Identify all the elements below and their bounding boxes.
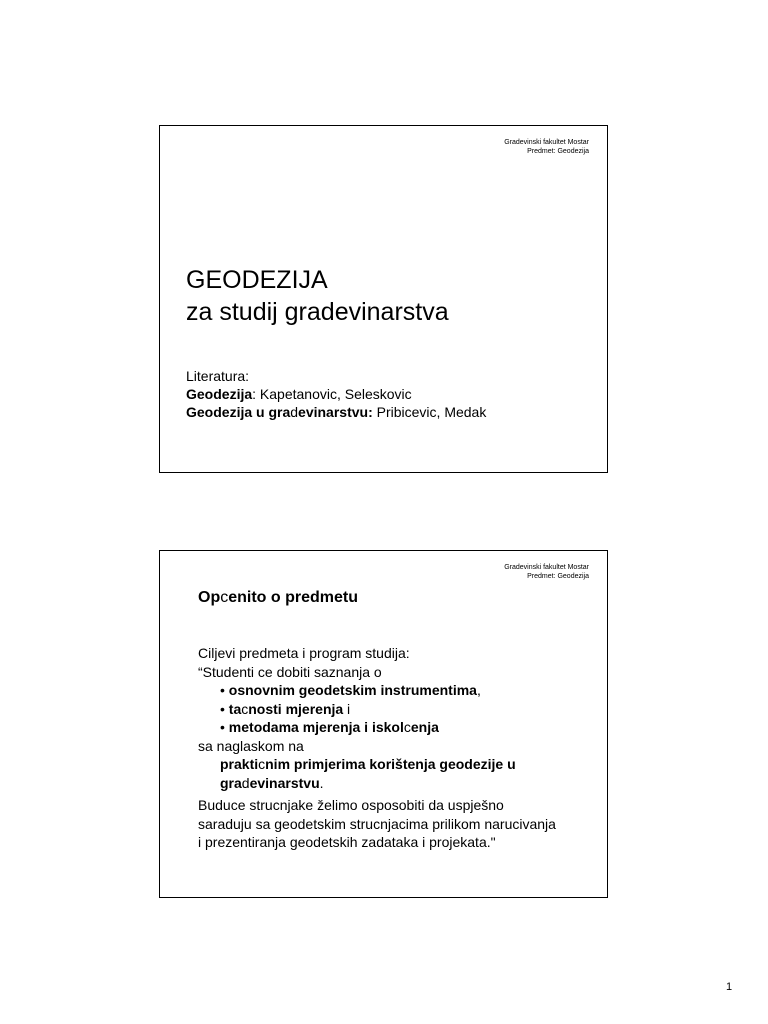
book-title: Geodezija xyxy=(186,386,253,402)
emphasis-text: c xyxy=(258,756,266,772)
book-authors: : Kapetanovic, Seleskovic xyxy=(252,386,412,402)
literature-item-1 xyxy=(186,385,486,403)
slide-body xyxy=(198,644,556,852)
book-title-part: evinarstvu: xyxy=(298,404,373,420)
bullet-tail: i xyxy=(343,700,351,717)
title-line-2: za studij gradevinarstva xyxy=(186,298,449,326)
body-line: Ciljevi predmeta i program studija: xyxy=(198,645,410,661)
literature-list xyxy=(186,367,486,421)
bullet-text: enja xyxy=(410,719,439,735)
bullet-item xyxy=(198,700,556,719)
emphasis-tail: . xyxy=(319,774,324,791)
book-authors: Pribicevic, Medak xyxy=(372,404,487,420)
slide-header xyxy=(504,138,589,156)
bullet-text: ta xyxy=(228,700,242,717)
page-number: 1 xyxy=(726,981,733,993)
literature-label: Literatura: xyxy=(186,368,250,384)
body-line: sa naglaskom na xyxy=(198,737,304,754)
faculty-name: Gradevinski fakultet Mostar xyxy=(504,139,589,146)
title-part: c xyxy=(220,589,229,606)
body-line: saraduju sa geodetskim strucnjacima prilikom narucivanja xyxy=(198,815,556,832)
slide-header xyxy=(504,563,589,581)
course-name: Predmet: Geodezija xyxy=(527,148,589,155)
emphasis-text: evinarstvu xyxy=(249,774,320,791)
bullet-text: c xyxy=(241,700,249,717)
emphasis-text: gra xyxy=(220,774,242,791)
bullet-text: c xyxy=(403,719,411,735)
bullet: • xyxy=(220,700,229,717)
emphasis-text: nim primjerima korištenja geodezije u xyxy=(265,756,516,772)
bullet-text: metodama mjerenja i iskol xyxy=(228,719,404,735)
faculty-name: Gradevinski fakultet Mostar xyxy=(504,564,589,571)
title-part: enito o predmetu xyxy=(228,589,358,606)
emphasis-text: d xyxy=(241,774,250,791)
emphasis-text: prakti xyxy=(220,756,259,772)
course-name: Predmet: Geodezija xyxy=(527,573,589,580)
slide-title xyxy=(186,264,449,328)
bullet: • xyxy=(220,682,229,698)
emphasis-line xyxy=(198,755,556,774)
book-title-part: d xyxy=(290,404,299,420)
slide-2 xyxy=(159,550,608,898)
bullet-text: osnovnim geodetskim instrumentima xyxy=(228,682,477,698)
bullet-item xyxy=(198,718,556,737)
bullet: • xyxy=(220,719,229,735)
body-line: “Studenti ce dobiti saznanja o xyxy=(198,663,382,680)
emphasis-line xyxy=(198,774,556,793)
title-line-1: GEODEZIJA xyxy=(186,266,328,294)
body-line: Buduce strucnjake želimo osposobiti da uspješno xyxy=(198,797,504,813)
book-title-part: Geodezija u gra xyxy=(186,404,291,420)
bullet-text: nosti mjerenja xyxy=(248,700,344,717)
literature-item-2 xyxy=(186,403,486,421)
bullet-tail: , xyxy=(476,682,481,698)
slide-1 xyxy=(159,125,608,473)
bullet-item xyxy=(198,681,556,700)
title-part: Op xyxy=(198,589,221,606)
slide-title xyxy=(198,589,358,607)
body-line: i prezentiranja geodetskih zadataka i projekata." xyxy=(198,834,496,850)
